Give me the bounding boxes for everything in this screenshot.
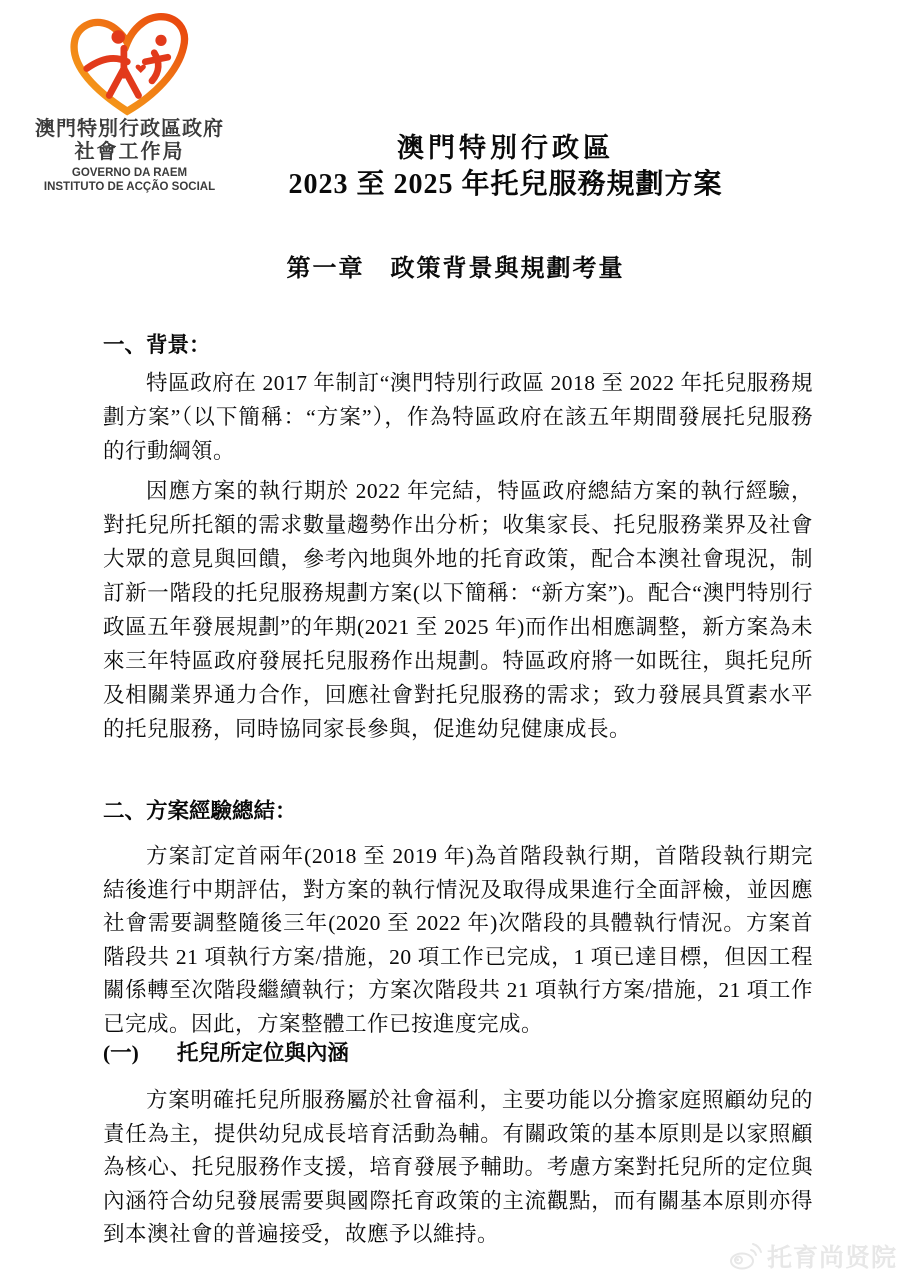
watermark-text: 托育尚贤院	[766, 1244, 897, 1272]
subsection-1-paragraph-1: 方案明確托兒所服務屬於社會福利，主要功能以分擔家庭照顧幼兒的責任為主，提供幼兒成長培育活動為輔。有關政策的基本原則是以家照顧為核心、托兒服務作支援，培育發展予輔助。考慮方案對托兒所的定位與內涵符合幼兒發展需要與國際托育政策的主流觀點，而有關基本原則亦得到本澳社會的普遍接受，故應予以維持。	[103, 1088, 813, 1246]
org-name-chinese-line2: 社會工作局	[74, 141, 185, 163]
subsection-1-heading	[103, 1036, 813, 1067]
org-name-portuguese-line1: GOVERNO DA RAEM	[71, 167, 188, 179]
section-2-paragraph-1: 方案訂定首兩年(2018 至 2019 年)為首階段執行期，首階段執行期完結後進行中期評估，對方案的執行情況及取得成果進行全面評檢，並因應社會需要調整隨後三年(2020 至 2022 年)次階段的具體執行情況。方案首階段共 21 項執行方案/措施，20 項工作已完成，1 項已達目標，但因工程關係轉至次階段繼續執行；方案次階段共 21 項執行方案/措施，21 項工作已完成。因此，方案整體工作已按進度完成。	[103, 844, 813, 1036]
org-name-chinese-line1: 澳門特別行政區政府	[35, 118, 224, 140]
document-title-line1: 澳門特別行政區	[397, 133, 614, 163]
subsection-1-marker: (一)	[103, 1041, 139, 1065]
section-2-heading: 二、方案經驗總結：	[103, 799, 297, 823]
logo-dot	[112, 30, 126, 44]
chapter-heading: 第一章 政策背景與規劃考量	[286, 256, 625, 282]
document-title-line2: 2023 至 2025 年托兒服務規劃方案	[288, 169, 723, 200]
org-name-portuguese-line2: INSTITUTO DE ACÇÃO SOCIAL	[43, 181, 216, 193]
document-title	[180, 131, 831, 205]
section-1-paragraph-1: 特區政府在 2017 年制訂“澳門特別行政區 2018 至 2022 年托兒服務規劃方案”（以下簡稱：“方案”），作為特區政府在該五年期間發展托兒服務的行動綱領。	[103, 371, 813, 463]
section-1-heading: 一、背景：	[103, 333, 211, 357]
weibo-icon	[729, 1241, 763, 1271]
heart-logo-icon	[57, 10, 202, 118]
section-1-paragraph-2: 因應方案的執行期於 2022 年完結，特區政府總結方案的執行經驗，對托兒所托額的需求數量趨勢作出分析；收集家長、托兒服務業界及社會大眾的意見與回饋，參考內地與外地的托育政策，配合本澳社會現況，制訂新一階段的托兒服務規劃方案(以下簡稱：“新方案”)。配合“澳門特別行政區五年發展規劃”的年期(2021 至 2025 年)而作出相應調整，新方案為未來三年特區政府發展托兒服務作出規劃。特區政府將一如既往，與托兒所及相關業界通力合作，回應社會對托兒服務的需求；致力發展具質素水平的托兒服務，同時協同家長參與，促進幼兒健康成長。	[103, 479, 813, 741]
subsection-1-title: 托兒所定位與內涵	[176, 1041, 349, 1065]
watermark	[729, 1238, 897, 1274]
